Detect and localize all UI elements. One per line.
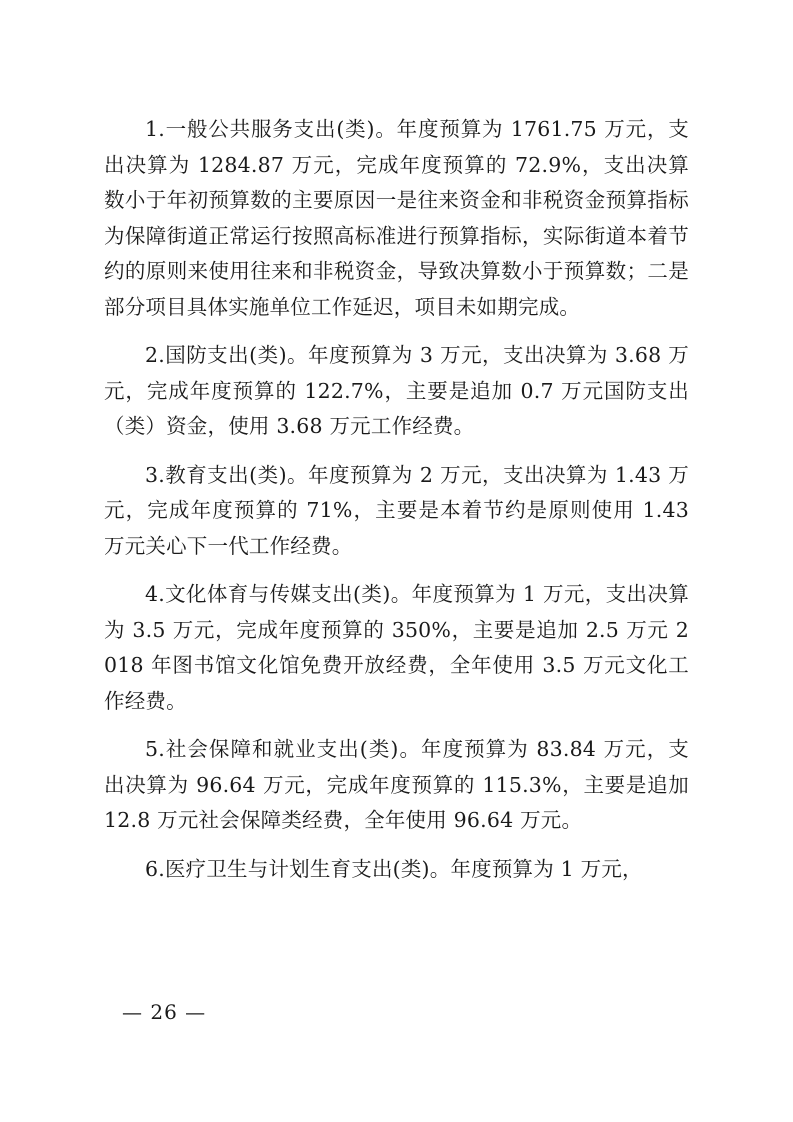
body-text bbox=[104, 112, 689, 900]
paragraph-education: 3.教育支出(类)。年度预算为 2 万元，支出决算为 1.43 万元，完成年度预算的 71%，主要是本着节约是原则使用 1.43 万元关心下一代工作经费。 bbox=[104, 462, 689, 558]
page-number: — 26 — bbox=[122, 1000, 207, 1024]
paragraph-culture-sports-media: 4.文化体育与传媒支出(类)。年度预算为 1 万元，支出决算为 3.5 万元，完成年度预算的 350%，主要是追加 2.5 万元 2018 年图书馆文化馆免费开放经费，全年使用 3.5 万元文化工作经费。 bbox=[104, 582, 689, 713]
paragraph-social-security-employment: 5.社会保障和就业支出(类)。年度预算为 83.84 万元，支出决算为 96.64 万元，完成年度预算的 115.3%，主要是追加 12.8 万元社会保障类经费，全年使用 96.64 万元。 bbox=[104, 737, 689, 832]
paragraph-general-public-services: 1.一般公共服务支出(类)。年度预算为 1761.75 万元，支出决算为 1284.87 万元，完成年度预算的 72.9%，支出决算数小于年初预算数的主要原因一是往来资金和非税资金预算指标为保障街道正常运行按照高标准进行预算指标，实际街道本着节约的原则来使用往来和非税资金，导致决算数小于预算数；二是部分项目具体实施单位工作延迟，项目未如期完成。 bbox=[104, 117, 689, 319]
paragraph-healthcare-family-planning: 6.医疗卫生与计划生育支出(类)。年度预算为 1 万元， bbox=[145, 856, 643, 881]
paragraph-national-defense: 2.国防支出(类)。年度预算为 3 万元，支出决算为 3.68 万元，完成年度预算的 122.7%，主要是追加 0.7 万元国防支出（类）资金，使用 3.68 万元工作经费。 bbox=[104, 343, 689, 438]
